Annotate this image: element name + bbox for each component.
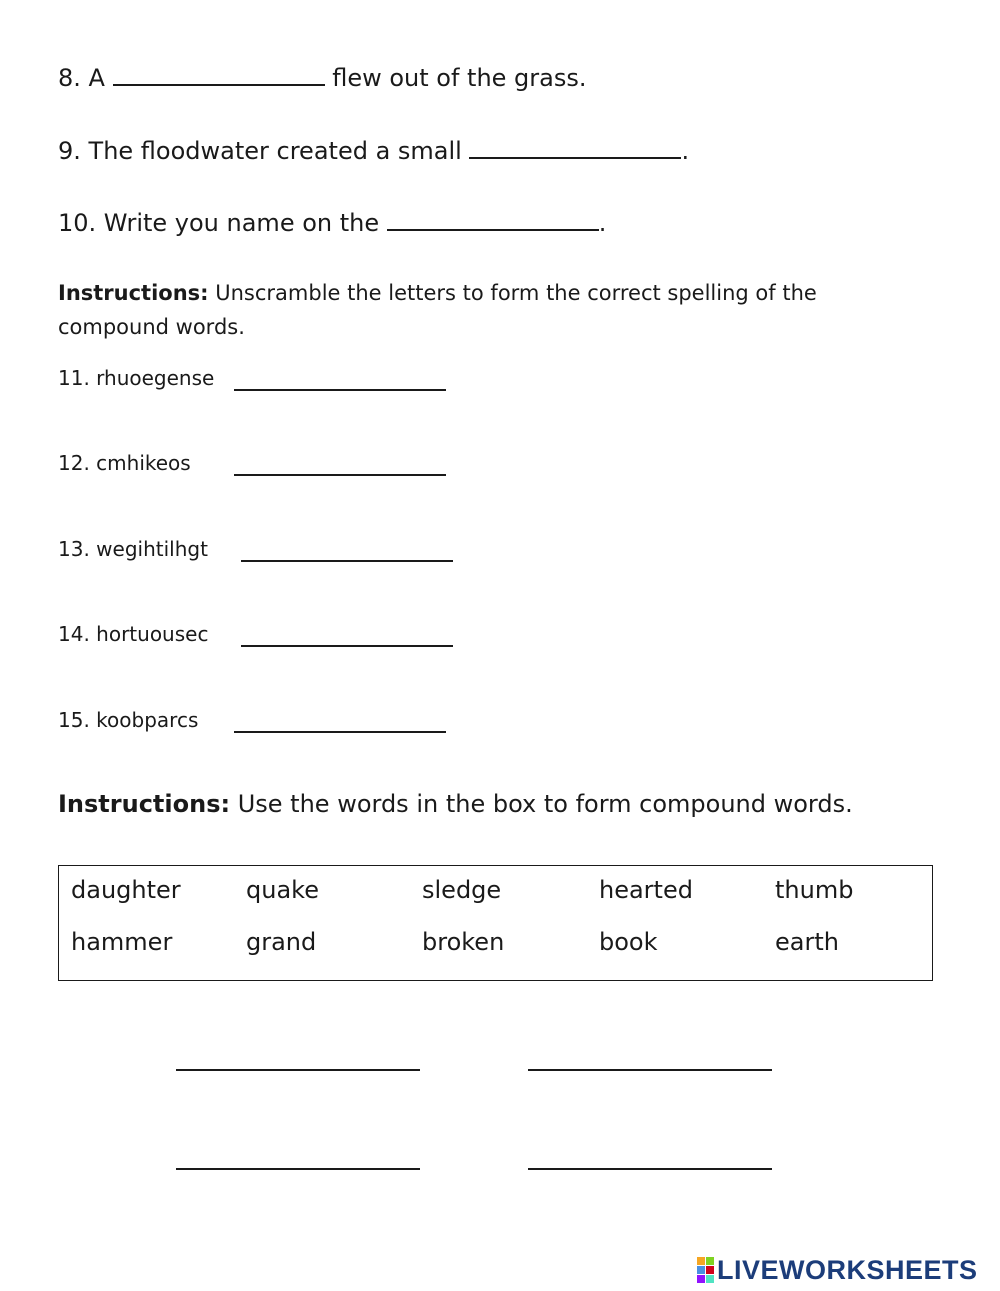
- scramble-number: 13.: [58, 537, 90, 561]
- instructions-label: Instructions:: [58, 281, 209, 305]
- scramble-letters: hortuousec: [96, 622, 209, 646]
- scramble-item-14: [58, 622, 208, 646]
- compound-answer-line-4[interactable]: [528, 1168, 772, 1170]
- logo-blocks-icon: [697, 1257, 714, 1283]
- word-box-word: hammer: [71, 928, 173, 956]
- instructions-label: Instructions:: [58, 790, 231, 818]
- scramble-item-11: [58, 366, 214, 390]
- word-box-word: quake: [246, 876, 319, 904]
- word-box-word: thumb: [775, 876, 854, 904]
- scramble-number: 11.: [58, 366, 90, 390]
- scramble-item-13: [58, 537, 208, 561]
- scramble-number: 15.: [58, 708, 90, 732]
- scramble-item-15: [58, 708, 198, 732]
- compound-answer-line-1[interactable]: [176, 1069, 420, 1071]
- sentence-9-prefix: 9. The floodwater created a small: [58, 137, 470, 165]
- sentence-10-blank[interactable]: [387, 207, 599, 231]
- instructions-text-line2: compound words.: [58, 315, 245, 339]
- sentence-10-suffix: .: [598, 209, 607, 237]
- sentence-8-prefix: 8. A: [58, 64, 113, 92]
- sentence-9-suffix: .: [681, 137, 690, 165]
- scramble-answer-line-15[interactable]: [234, 731, 446, 733]
- scramble-letters: wegihtilhgt: [96, 537, 208, 561]
- sentence-8: [58, 62, 587, 92]
- scramble-answer-line-11[interactable]: [234, 389, 446, 391]
- word-box-word: sledge: [422, 876, 502, 904]
- word-box-word: earth: [775, 928, 839, 956]
- scramble-letters: koobparcs: [96, 708, 199, 732]
- logo-text: LIVEWORKSHEETS: [717, 1254, 978, 1285]
- scramble-number: 14.: [58, 622, 90, 646]
- scramble-item-12: [58, 451, 191, 475]
- instructions-compound: [58, 790, 853, 818]
- compound-answer-line-3[interactable]: [176, 1168, 420, 1170]
- sentence-8-blank[interactable]: [113, 62, 325, 86]
- instructions-unscramble: [58, 281, 817, 305]
- sentence-10-prefix: 10. Write you name on the: [58, 209, 387, 237]
- instructions-text-line1: Unscramble the letters to form the correct spelling of the: [208, 281, 817, 305]
- word-box-word: broken: [422, 928, 505, 956]
- scramble-number: 12.: [58, 451, 90, 475]
- scramble-answer-line-14[interactable]: [241, 645, 453, 647]
- compound-answer-line-2[interactable]: [528, 1069, 772, 1071]
- scramble-letters: rhuoegense: [96, 366, 215, 390]
- liveworksheets-logo: [697, 1254, 978, 1286]
- scramble-answer-line-13[interactable]: [241, 560, 453, 562]
- word-box: [58, 865, 933, 981]
- scramble-letters: cmhikeos: [96, 451, 191, 475]
- sentence-9-blank[interactable]: [469, 135, 681, 159]
- sentence-8-suffix: flew out of the grass.: [324, 64, 587, 92]
- sentence-10: [58, 207, 606, 237]
- word-box-word: book: [599, 928, 658, 956]
- word-box-word: hearted: [599, 876, 693, 904]
- instructions-text: Use the words in the box to form compound words.: [230, 790, 853, 818]
- word-box-word: daughter: [71, 876, 181, 904]
- word-box-word: grand: [246, 928, 317, 956]
- sentence-9: [58, 135, 689, 165]
- scramble-answer-line-12[interactable]: [234, 474, 446, 476]
